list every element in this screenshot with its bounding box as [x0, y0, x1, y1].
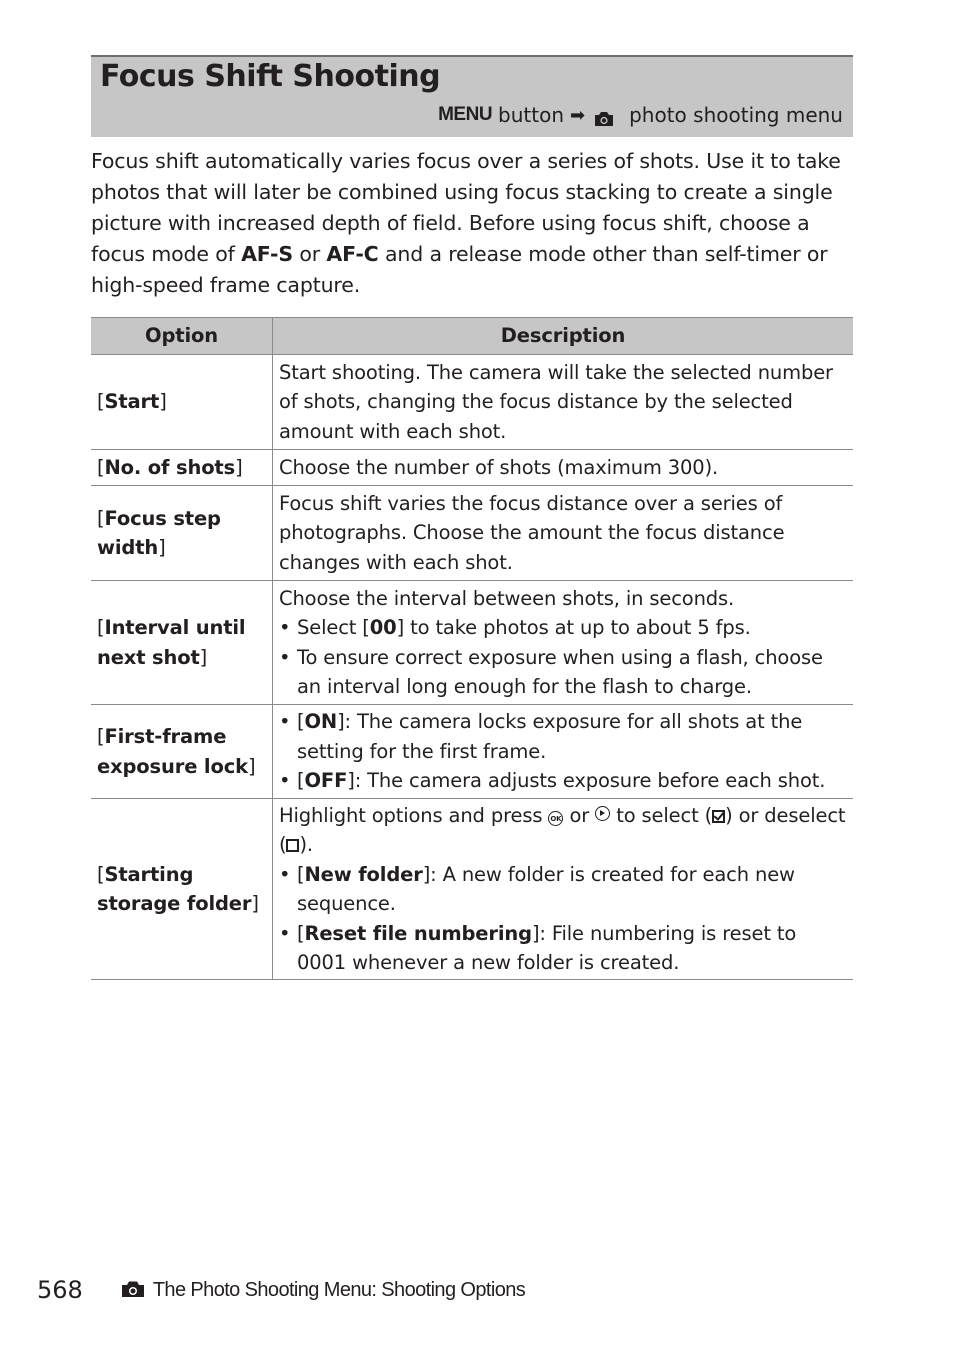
bullet-text: [	[297, 769, 305, 793]
arrow-right-icon: ➡	[570, 104, 586, 126]
option-name: Start	[104, 390, 160, 414]
bullet-text: To ensure correct exposure when using a flash, choose an interval long enough for the flash to charge.	[297, 645, 823, 698]
page-footer	[37, 1276, 525, 1304]
bullet-text: ]: The camera adjusts exposure before each shot.	[347, 769, 826, 793]
option-cell: [No. of shots]	[91, 450, 273, 486]
intro-text: Focus shift automatically varies focus over a series of shots. Use it to take photos that will later be combined using focus stacking to create a single picture with increased depth of field. Before using focus shift, choose a focus mode of	[91, 149, 841, 266]
option-cell: [Interval until next shot]	[91, 581, 273, 705]
description-text: Choose the interval between shots, in seconds.	[279, 586, 735, 610]
description-cell	[273, 705, 854, 799]
bullet-text: ]: A new folder is created for each new sequence.	[297, 862, 795, 915]
bullet-bold: New folder	[304, 862, 423, 886]
description-text	[279, 801, 847, 860]
table-row	[91, 450, 853, 486]
option-cell: [First-frame exposure lock]	[91, 705, 273, 799]
option-name: No. of shots	[104, 455, 236, 479]
focus-mode-afc: AF-C	[326, 242, 379, 266]
bullet-list	[279, 860, 847, 978]
list-item	[279, 707, 847, 766]
description-text-a: Highlight options and press	[279, 803, 549, 827]
description-text-d: ) or deselect (	[279, 803, 846, 856]
column-header-option: Option	[91, 318, 273, 355]
section-header	[91, 55, 853, 137]
description-cell	[273, 355, 854, 450]
description-text-b: or	[563, 803, 596, 827]
description-cell	[273, 450, 854, 486]
description-text: Start shooting. The camera will take the selected number of shots, changing the focus distance by the selected amount with each shot.	[279, 360, 833, 443]
description-text-e: ).	[299, 833, 313, 856]
intro-text-end: and a release mode other than self-timer or high-speed frame capture.	[91, 242, 828, 297]
bullet-text: [	[297, 921, 305, 945]
options-table	[91, 317, 853, 980]
option-name: Focus step width	[97, 506, 221, 559]
table-row	[91, 355, 853, 450]
description-cell	[273, 486, 854, 581]
page-number: 568	[37, 1276, 83, 1304]
bullet-text: [	[297, 710, 305, 734]
checkbox-empty-icon	[286, 839, 299, 852]
description-text: Choose the number of shots (maximum 300).	[279, 455, 719, 479]
bullet-text: Select [	[297, 616, 370, 639]
table-row	[91, 799, 853, 980]
menu-button-label: button	[498, 103, 565, 127]
option-cell: [Starting storage folder]	[91, 799, 273, 980]
bullet-text: ]: File numbering is reset to 0001 whenever a new folder is created.	[297, 921, 797, 974]
bullet-text: ] to take photos at up to about 5 fps.	[396, 616, 751, 639]
description-text-c: to select (	[610, 803, 713, 827]
menu-name: photo shooting menu	[629, 103, 843, 127]
option-cell: [Focus step width]	[91, 486, 273, 581]
bullet-bold: Reset file numbering	[304, 921, 532, 945]
list-item	[279, 860, 847, 919]
list-item	[279, 919, 847, 978]
column-header-description: Description	[273, 318, 854, 355]
ok-button-icon: OK	[548, 811, 563, 826]
table-row	[91, 581, 853, 705]
table-row	[91, 705, 853, 799]
intro-or: or	[292, 242, 327, 266]
option-name: First-frame exposure lock	[97, 725, 248, 778]
description-text: Focus shift varies the focus distance over a series of photographs. Choose the amount the focus distance changes with each shot.	[279, 491, 785, 574]
intro-paragraph	[91, 146, 861, 301]
camera-icon	[120, 1280, 146, 1297]
list-item	[279, 643, 847, 702]
bullet-bold: 00	[369, 616, 397, 639]
multi-selector-right-icon	[595, 806, 610, 821]
option-name: Starting storage folder	[97, 862, 252, 915]
list-item	[279, 766, 847, 796]
description-cell	[273, 581, 854, 705]
focus-mode-afs: AF-S	[241, 242, 293, 266]
camera-icon	[593, 108, 615, 123]
section-name: The Photo Shooting Menu: Shooting Options	[152, 1278, 526, 1301]
list-item	[279, 613, 847, 643]
bullet-text: ]: The camera locks exposure for all shots at the setting for the first frame.	[297, 710, 803, 763]
table-header-row	[91, 318, 853, 355]
description-cell	[273, 799, 854, 980]
menu-path	[438, 103, 843, 127]
bullet-text: [	[297, 862, 305, 886]
option-cell: [Start]	[91, 355, 273, 450]
bullet-bold: ON	[304, 710, 338, 734]
bullet-list	[279, 613, 847, 702]
checkbox-checked-icon	[712, 810, 725, 823]
option-name: Interval until next shot	[97, 616, 246, 669]
bullet-bold: OFF	[304, 769, 348, 793]
page-title: Focus Shift Shooting	[100, 59, 441, 94]
table-row	[91, 486, 853, 581]
menu-button-icon: MENU	[438, 104, 493, 125]
bullet-list	[279, 707, 847, 796]
